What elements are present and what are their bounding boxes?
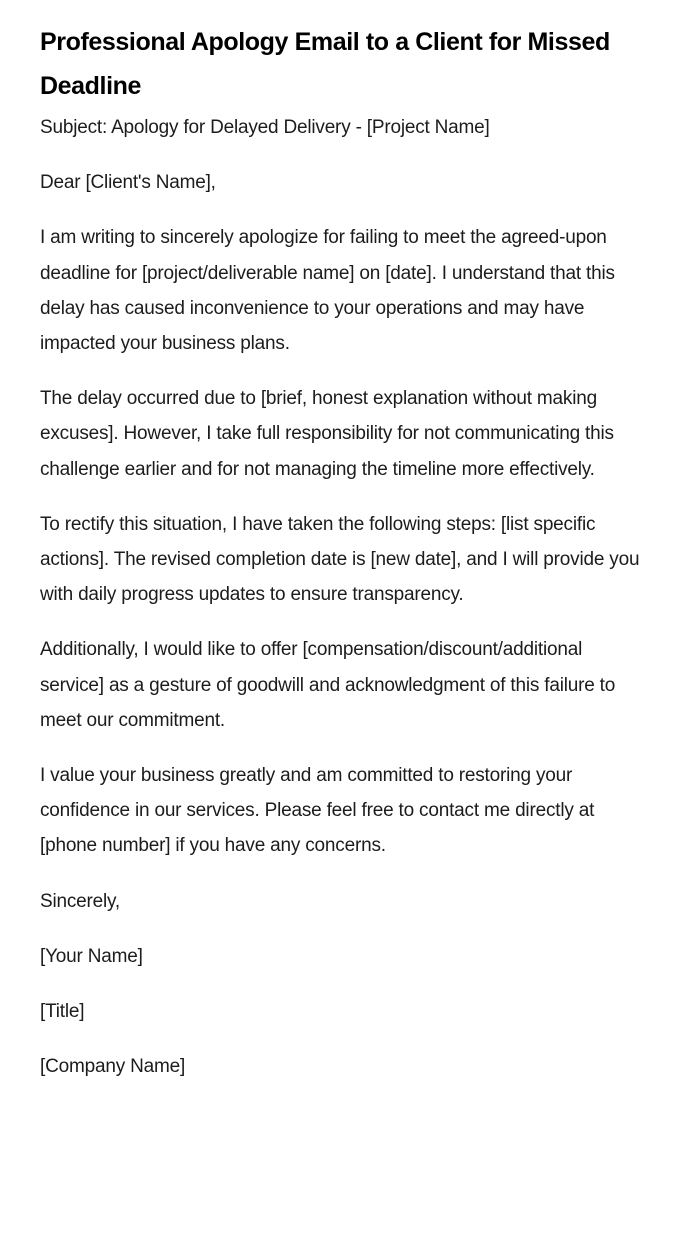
body-paragraph-remedy: To rectify this situation, I have taken the following steps: [list specific actions]. The revised completion date is [new date], and I will provide you with daily progress updates to ensure transparency. — [40, 513, 640, 606]
signature-company: [Company Name] — [40, 1056, 186, 1078]
signature-name: [Your Name] — [40, 945, 143, 967]
email-greeting: Dear [Client's Name], — [40, 172, 216, 194]
email-closing: Sincerely, — [40, 890, 121, 912]
body-paragraph-compensation: Additionally, I would like to offer [compensation/discount/additional service] as a gesture of goodwill and acknowledgment of this failure to meet our commitment. — [40, 639, 616, 731]
signature-title: [Title] — [40, 1001, 85, 1023]
body-paragraph-apology: I am writing to sincerely apologize for failing to meet the agreed-upon deadline for [project/deliverable name] on [date]. I understand that this delay has caused inconvenience to your operations and may have impacted your business plans. — [40, 227, 615, 355]
document-title: Professional Apology Email to a Client for Missed Deadline — [40, 28, 610, 100]
body-paragraph-explanation: The delay occurred due to [brief, honest explanation without making excuses]. However, I take full responsibility for not communicating this challenge earlier and for not managing the timeline more effectively. — [40, 388, 614, 480]
body-paragraph-closing-remarks: I value your business greatly and am committed to restoring your confidence in our services. Please feel free to contact me directly at [phone number] if you have any concerns. — [40, 765, 595, 857]
email-subject: Subject: Apology for Delayed Delivery - [Project Name] — [40, 117, 490, 138]
